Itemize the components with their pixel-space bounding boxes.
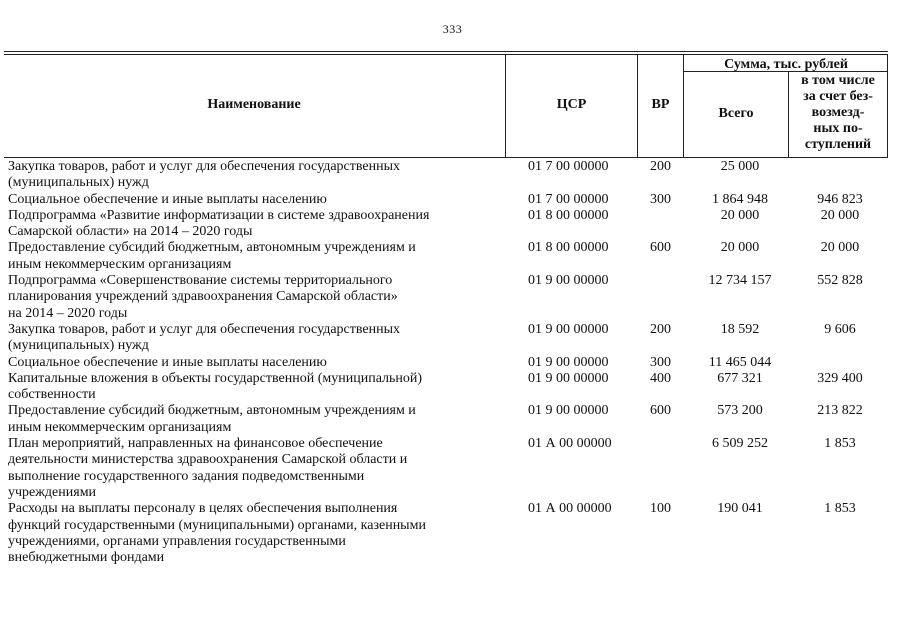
table-row xyxy=(4,371,888,404)
row-csr: 01 8 00 00000 xyxy=(528,207,609,223)
header-including-line: за счет без- xyxy=(803,89,873,104)
header-sum: Сумма, тыс. рублей xyxy=(724,57,848,72)
header-total: Всего xyxy=(718,106,754,121)
table-row xyxy=(4,355,888,371)
row-name-line: деятельности министерства здравоохранения Самарской области и xyxy=(8,452,408,468)
table-row xyxy=(4,501,888,566)
row-name-line: Закупка товаров, работ и услуг для обеспечения государственных xyxy=(8,321,401,337)
table-row xyxy=(4,273,888,322)
row-including: 213 822 xyxy=(817,403,863,419)
row-name xyxy=(4,436,478,501)
header-including-line: ных по- xyxy=(813,121,863,136)
row-total: 190 041 xyxy=(717,501,763,517)
row-csr: 01 А 00 00000 xyxy=(528,501,612,517)
table-row xyxy=(4,192,888,208)
row-name-line: План мероприятий, направленных на финансовое обеспечение xyxy=(8,436,383,452)
table-top-rule-inner xyxy=(4,54,888,55)
header-vr: ВР xyxy=(651,97,670,112)
row-name-line: учреждениями xyxy=(8,484,97,500)
row-including: 552 828 xyxy=(817,273,863,289)
row-including: 946 823 xyxy=(817,191,863,207)
row-csr: 01 9 00 00000 xyxy=(528,354,609,370)
row-name-line: Социальное обеспечение и иные выплаты населению xyxy=(8,354,327,370)
row-name-line: иным некоммерческим организациям xyxy=(8,256,232,272)
row-total: 20 000 xyxy=(720,240,760,256)
row-vr: 200 xyxy=(650,321,671,337)
row-name-line: планирования учреждений здравоохранения Самарской области» xyxy=(8,289,398,305)
row-csr: 01 9 00 00000 xyxy=(528,403,609,419)
table-row xyxy=(4,322,888,355)
row-total: 12 734 157 xyxy=(708,273,772,289)
row-vr: 300 xyxy=(650,354,671,370)
row-name-line: иным некоммерческим организациям xyxy=(8,419,232,435)
row-name xyxy=(4,355,478,371)
row-name-line: (муниципальных) нужд xyxy=(8,175,149,191)
row-name-line: учреждениями, органами управления государственными xyxy=(8,533,346,549)
row-including: 1 853 xyxy=(824,501,856,517)
row-name-line: Предоставление субсидий бюджетным, автономным учреждениям и xyxy=(8,403,416,419)
row-csr: 01 9 00 00000 xyxy=(528,273,609,289)
row-name xyxy=(4,371,478,404)
row-vr: 100 xyxy=(650,501,671,517)
row-name-line: Социальное обеспечение и иные выплаты населению xyxy=(8,191,327,207)
table-row xyxy=(4,159,888,192)
row-name-line: функций государственными (муниципальными) органами, казенными xyxy=(8,517,426,533)
row-name-line: Подпрограмма «Развитие информатизации в системе здравоохранения xyxy=(8,207,430,223)
row-total: 573 200 xyxy=(717,403,763,419)
row-vr: 600 xyxy=(650,403,671,419)
row-name-line: Предоставление субсидий бюджетным, автономным учреждениям и xyxy=(8,240,416,256)
row-name xyxy=(4,159,478,192)
table-top-rule xyxy=(4,51,888,52)
row-vr: 400 xyxy=(650,370,671,386)
row-including: 1 853 xyxy=(824,436,856,452)
table-body xyxy=(4,159,888,566)
row-total: 25 000 xyxy=(720,159,760,174)
row-name-line: Закупка товаров, работ и услуг для обеспечения государственных xyxy=(8,159,401,174)
header-including xyxy=(790,73,886,153)
row-total: 677 321 xyxy=(717,370,763,386)
row-csr: 01 9 00 00000 xyxy=(528,370,609,386)
row-csr: 01 8 00 00000 xyxy=(528,240,609,256)
row-name-line: на 2014 – 2020 годы xyxy=(8,305,128,321)
row-including: 20 000 xyxy=(820,240,860,256)
row-name xyxy=(4,240,478,273)
row-name xyxy=(4,273,478,322)
header-name: Наименование xyxy=(207,97,301,112)
row-csr: 01 9 00 00000 xyxy=(528,321,609,337)
header-bottom-rule xyxy=(4,157,888,158)
row-total: 18 592 xyxy=(720,321,760,337)
row-name-line: Капитальные вложения в объекты государственной (муниципальной) xyxy=(8,370,423,386)
table-row xyxy=(4,436,888,501)
row-including: 9 606 xyxy=(824,321,856,337)
row-vr: 600 xyxy=(650,240,671,256)
row-csr: 01 7 00 00000 xyxy=(528,159,609,174)
row-name-line: (муниципальных) нужд xyxy=(8,338,149,354)
row-csr: 01 А 00 00000 xyxy=(528,436,612,452)
table-row xyxy=(4,240,888,273)
header-including-line: возмезд- xyxy=(811,105,865,120)
row-total: 11 465 044 xyxy=(708,354,772,370)
row-name xyxy=(4,322,478,355)
row-name xyxy=(4,501,478,566)
header-including-line: в том числе xyxy=(801,73,875,88)
row-csr: 01 7 00 00000 xyxy=(528,191,609,207)
row-including: 329 400 xyxy=(817,370,863,386)
row-name xyxy=(4,403,478,436)
page-number: 333 xyxy=(442,22,463,36)
table-row xyxy=(4,208,888,241)
row-name-line: Самарской области» на 2014 – 2020 годы xyxy=(8,224,253,240)
row-total: 6 509 252 xyxy=(712,436,768,452)
row-name xyxy=(4,208,478,241)
row-including: 20 000 xyxy=(820,207,860,223)
row-total: 1 864 948 xyxy=(712,191,768,207)
row-vr: 200 xyxy=(650,159,671,174)
row-total: 20 000 xyxy=(720,207,760,223)
header-divider-incl xyxy=(788,72,789,158)
table-row xyxy=(4,403,888,436)
row-name-line: внебюджетными фондами xyxy=(8,550,165,566)
row-name-line: Расходы на выплаты персоналу в целях обеспечения выполнения xyxy=(8,501,398,517)
row-name-line: Подпрограмма «Совершенствование системы территориального xyxy=(8,273,393,289)
row-vr: 300 xyxy=(650,191,671,207)
row-name-line: выполнение государственного задания подведомственными xyxy=(8,468,365,484)
header-csr: ЦСР xyxy=(556,97,587,112)
header-including-line: ступлений xyxy=(804,137,872,152)
row-name-line: собственности xyxy=(8,387,96,403)
row-name xyxy=(4,192,478,208)
